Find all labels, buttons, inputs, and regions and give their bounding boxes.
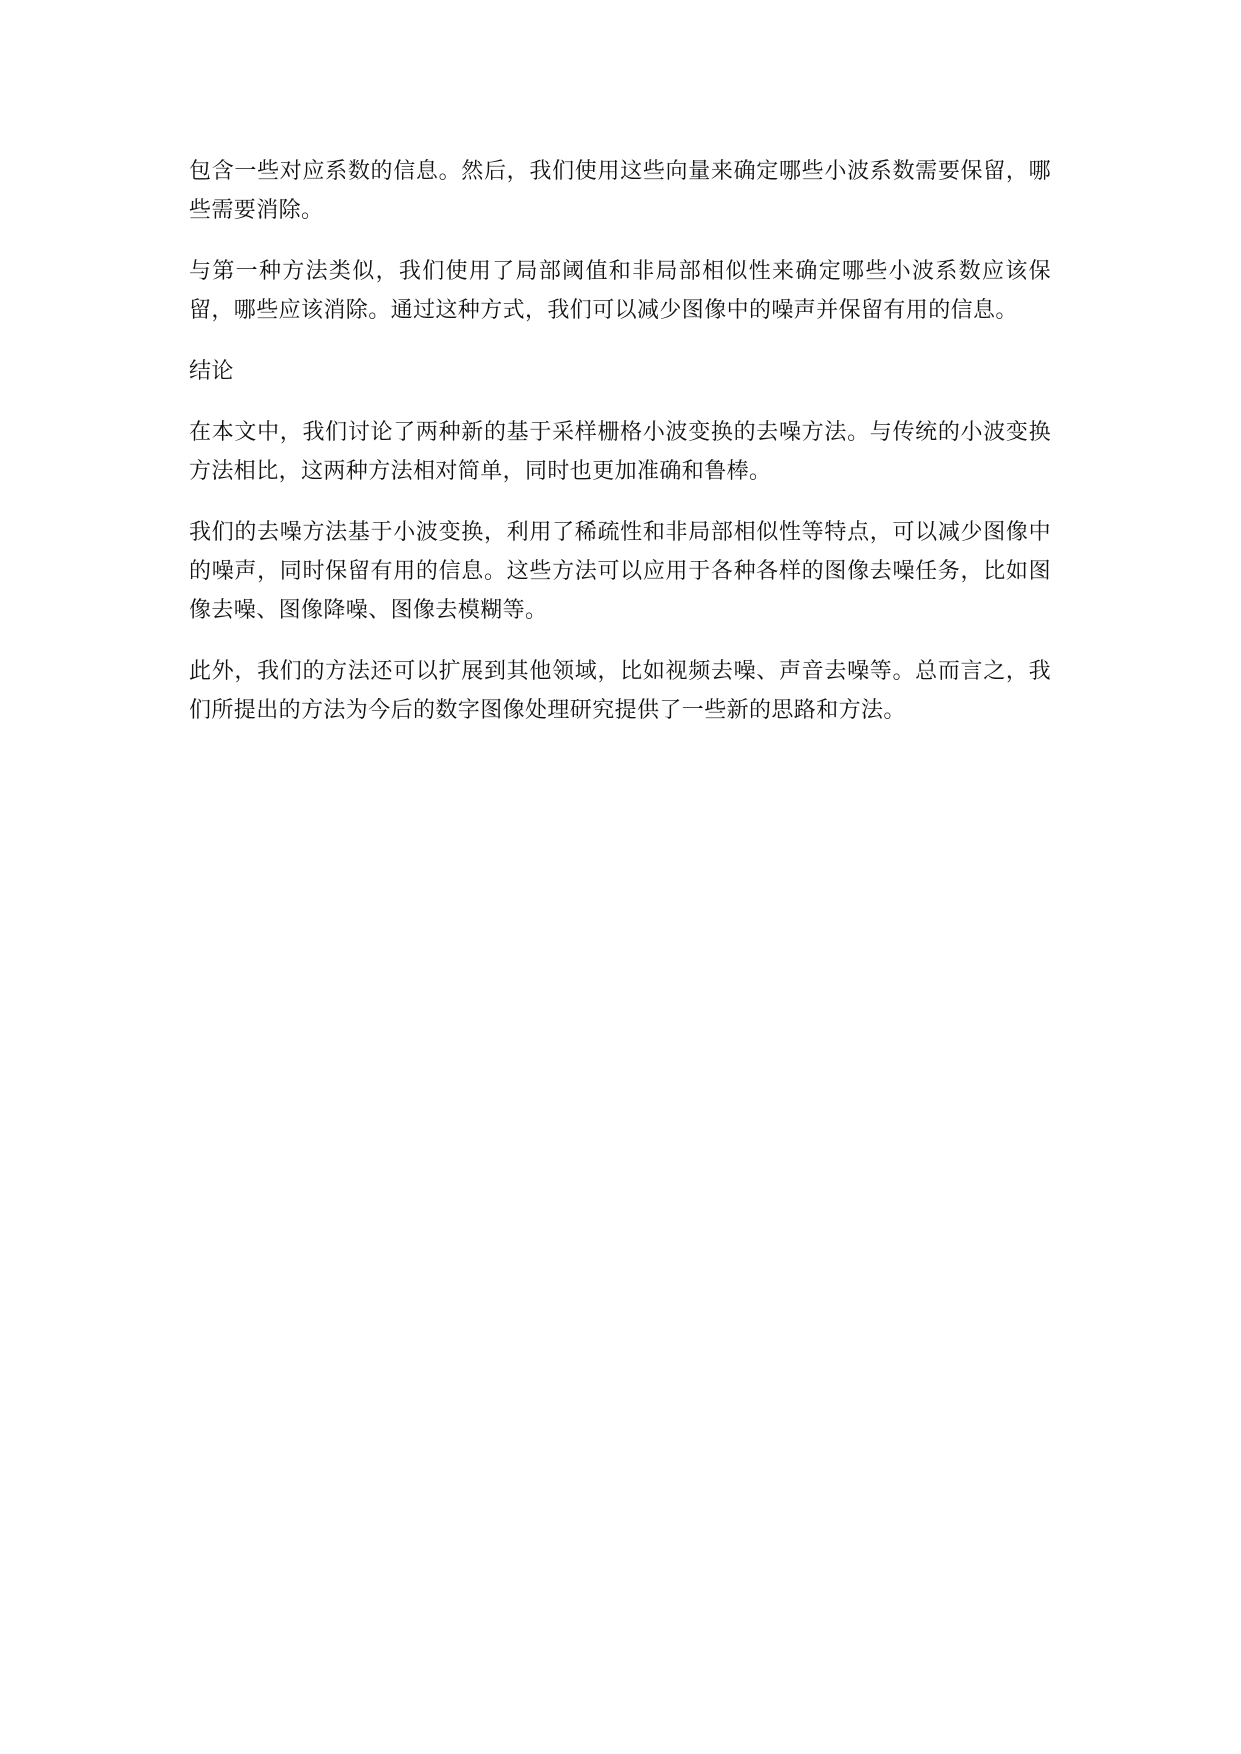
paragraph-conclusion-extension: 此外，我们的方法还可以扩展到其他领域，比如视频去噪、声音去噪等。总而言之，我们所提出的方法为今后的数字图像处理研究提供了一些新的思路和方法。: [189, 659, 1051, 723]
paragraph-conclusion-method: 我们的去噪方法基于小波变换，利用了稀疏性和非局部相似性等特点，可以减少图像中的噪声，同时保留有用的信息。这些方法可以应用于各种各样的图像去噪任务，比如图像去噪、图像降噪、图像去模糊等。: [189, 520, 1051, 623]
paragraph-method-similarity: 与第一种方法类似，我们使用了局部阈值和非局部相似性来确定哪些小波系数应该保留，哪些应该消除。通过这种方式，我们可以减少图像中的噪声并保留有用的信息。: [189, 259, 1051, 323]
paragraph-continuation: 包含一些对应系数的信息。然后，我们使用这些向量来确定哪些小波系数需要保留，哪些需要消除。: [189, 159, 1051, 223]
paragraph-conclusion-summary: 在本文中，我们讨论了两种新的基于采样栅格小波变换的去噪方法。与传统的小波变换方法相比，这两种方法相对简单，同时也更加准确和鲁棒。: [189, 420, 1051, 484]
section-heading-conclusion: 结论: [189, 359, 234, 384]
document-body: [189, 152, 1051, 752]
